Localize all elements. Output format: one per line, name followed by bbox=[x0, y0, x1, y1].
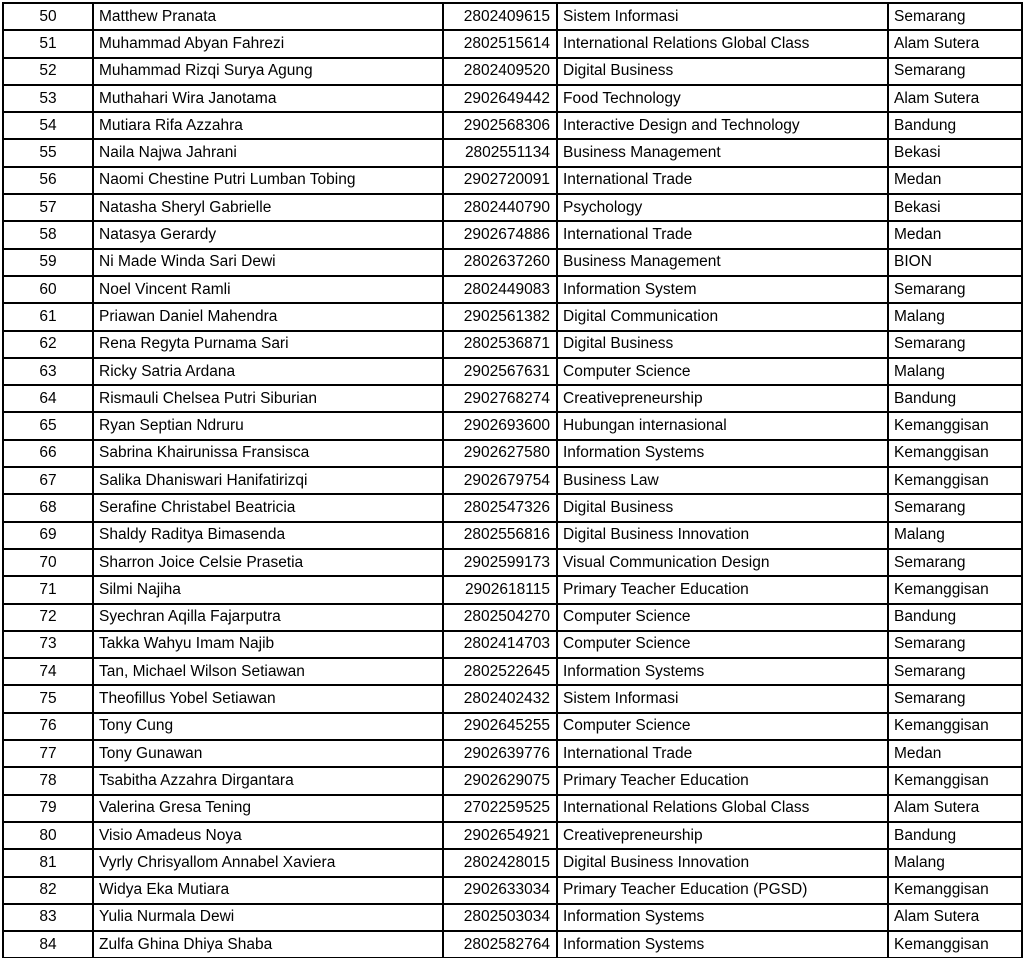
name-cell: Visio Amadeus Noya bbox=[93, 822, 443, 849]
major-cell: Information Systems bbox=[557, 440, 888, 467]
table-row bbox=[3, 194, 1022, 221]
major-cell: Sistem Informasi bbox=[557, 685, 888, 712]
major-cell: Creativepreneurship bbox=[557, 822, 888, 849]
row-number-cell: 64 bbox=[3, 385, 93, 412]
row-number-cell: 55 bbox=[3, 139, 93, 166]
student-id-cell: 2802440790 bbox=[443, 194, 557, 221]
row-number-cell: 68 bbox=[3, 494, 93, 521]
campus-cell: Alam Sutera bbox=[888, 30, 1022, 57]
student-table bbox=[2, 2, 1023, 958]
student-id-cell: 2802503034 bbox=[443, 904, 557, 931]
table-row bbox=[3, 822, 1022, 849]
name-cell: Mutiara Rifa Azzahra bbox=[93, 112, 443, 139]
student-id-cell: 2902679754 bbox=[443, 467, 557, 494]
name-cell: Naila Najwa Jahrani bbox=[93, 139, 443, 166]
row-number-cell: 72 bbox=[3, 604, 93, 631]
name-cell: Natasya Gerardy bbox=[93, 221, 443, 248]
table-row bbox=[3, 631, 1022, 658]
major-cell: Computer Science bbox=[557, 358, 888, 385]
table-row bbox=[3, 685, 1022, 712]
major-cell: Interactive Design and Technology bbox=[557, 112, 888, 139]
student-id-cell: 2902629075 bbox=[443, 767, 557, 794]
row-number-cell: 51 bbox=[3, 30, 93, 57]
campus-cell: Kemanggisan bbox=[888, 713, 1022, 740]
campus-cell: Semarang bbox=[888, 276, 1022, 303]
row-number-cell: 74 bbox=[3, 658, 93, 685]
name-cell: Theofillus Yobel Setiawan bbox=[93, 685, 443, 712]
name-cell: Tan, Michael Wilson Setiawan bbox=[93, 658, 443, 685]
row-number-cell: 76 bbox=[3, 713, 93, 740]
name-cell: Matthew Pranata bbox=[93, 3, 443, 30]
campus-cell: Malang bbox=[888, 303, 1022, 330]
campus-cell: Kemanggisan bbox=[888, 767, 1022, 794]
name-cell: Ricky Satria Ardana bbox=[93, 358, 443, 385]
major-cell: Food Technology bbox=[557, 85, 888, 112]
name-cell: Vyrly Chrisyallom Annabel Xaviera bbox=[93, 849, 443, 876]
name-cell: Tony Cung bbox=[93, 713, 443, 740]
major-cell: Creativepreneurship bbox=[557, 385, 888, 412]
student-id-cell: 2802515614 bbox=[443, 30, 557, 57]
row-number-cell: 71 bbox=[3, 576, 93, 603]
student-id-cell: 2902693600 bbox=[443, 412, 557, 439]
row-number-cell: 66 bbox=[3, 440, 93, 467]
campus-cell: Semarang bbox=[888, 631, 1022, 658]
name-cell: Tony Gunawan bbox=[93, 740, 443, 767]
row-number-cell: 56 bbox=[3, 167, 93, 194]
table-row bbox=[3, 331, 1022, 358]
name-cell: Rismauli Chelsea Putri Siburian bbox=[93, 385, 443, 412]
student-id-cell: 2802449083 bbox=[443, 276, 557, 303]
table-row bbox=[3, 167, 1022, 194]
major-cell: International Relations Global Class bbox=[557, 30, 888, 57]
table-row bbox=[3, 276, 1022, 303]
name-cell: Takka Wahyu Imam Najib bbox=[93, 631, 443, 658]
name-cell: Zulfa Ghina Dhiya Shaba bbox=[93, 931, 443, 958]
campus-cell: Bandung bbox=[888, 112, 1022, 139]
major-cell: Computer Science bbox=[557, 604, 888, 631]
name-cell: Muhammad Abyan Fahrezi bbox=[93, 30, 443, 57]
row-number-cell: 75 bbox=[3, 685, 93, 712]
major-cell: Primary Teacher Education (PGSD) bbox=[557, 877, 888, 904]
campus-cell: Semarang bbox=[888, 549, 1022, 576]
campus-cell: Kemanggisan bbox=[888, 467, 1022, 494]
student-id-cell: 2902768274 bbox=[443, 385, 557, 412]
name-cell: Ryan Septian Ndruru bbox=[93, 412, 443, 439]
table-row bbox=[3, 904, 1022, 931]
campus-cell: Alam Sutera bbox=[888, 795, 1022, 822]
name-cell: Noel Vincent Ramli bbox=[93, 276, 443, 303]
major-cell: International Trade bbox=[557, 740, 888, 767]
major-cell: Business Management bbox=[557, 139, 888, 166]
row-number-cell: 53 bbox=[3, 85, 93, 112]
row-number-cell: 67 bbox=[3, 467, 93, 494]
table-row bbox=[3, 358, 1022, 385]
campus-cell: Semarang bbox=[888, 685, 1022, 712]
major-cell: Business Law bbox=[557, 467, 888, 494]
major-cell: Digital Business bbox=[557, 494, 888, 521]
student-id-cell: 2902645255 bbox=[443, 713, 557, 740]
major-cell: International Relations Global Class bbox=[557, 795, 888, 822]
campus-cell: Kemanggisan bbox=[888, 931, 1022, 958]
table-row bbox=[3, 440, 1022, 467]
name-cell: Serafine Christabel Beatricia bbox=[93, 494, 443, 521]
campus-cell: Malang bbox=[888, 358, 1022, 385]
campus-cell: Alam Sutera bbox=[888, 85, 1022, 112]
row-number-cell: 73 bbox=[3, 631, 93, 658]
student-id-cell: 2802556816 bbox=[443, 522, 557, 549]
student-id-cell: 2902649442 bbox=[443, 85, 557, 112]
name-cell: Natasha Sheryl Gabrielle bbox=[93, 194, 443, 221]
row-number-cell: 60 bbox=[3, 276, 93, 303]
row-number-cell: 65 bbox=[3, 412, 93, 439]
table-row bbox=[3, 767, 1022, 794]
name-cell: Widya Eka Mutiara bbox=[93, 877, 443, 904]
row-number-cell: 84 bbox=[3, 931, 93, 958]
table-row bbox=[3, 30, 1022, 57]
name-cell: Yulia Nurmala Dewi bbox=[93, 904, 443, 931]
name-cell: Sabrina Khairunissa Fransisca bbox=[93, 440, 443, 467]
student-table-body bbox=[3, 3, 1022, 958]
major-cell: Primary Teacher Education bbox=[557, 767, 888, 794]
row-number-cell: 80 bbox=[3, 822, 93, 849]
table-row bbox=[3, 85, 1022, 112]
student-id-cell: 2802536871 bbox=[443, 331, 557, 358]
student-id-cell: 2902639776 bbox=[443, 740, 557, 767]
student-id-cell: 2902720091 bbox=[443, 167, 557, 194]
major-cell: Digital Communication bbox=[557, 303, 888, 330]
table-row bbox=[3, 385, 1022, 412]
campus-cell: Malang bbox=[888, 522, 1022, 549]
table-row bbox=[3, 494, 1022, 521]
major-cell: Computer Science bbox=[557, 631, 888, 658]
campus-cell: Kemanggisan bbox=[888, 412, 1022, 439]
table-row bbox=[3, 467, 1022, 494]
campus-cell: Bandung bbox=[888, 385, 1022, 412]
table-row bbox=[3, 713, 1022, 740]
campus-cell: Bandung bbox=[888, 604, 1022, 631]
student-id-cell: 2902654921 bbox=[443, 822, 557, 849]
name-cell: Naomi Chestine Putri Lumban Tobing bbox=[93, 167, 443, 194]
campus-cell: Semarang bbox=[888, 58, 1022, 85]
table-row bbox=[3, 522, 1022, 549]
student-id-cell: 2902627580 bbox=[443, 440, 557, 467]
name-cell: Salika Dhaniswari Hanifatirizqi bbox=[93, 467, 443, 494]
row-number-cell: 69 bbox=[3, 522, 93, 549]
table-row bbox=[3, 795, 1022, 822]
student-id-cell: 2802637260 bbox=[443, 249, 557, 276]
name-cell: Muhammad Rizqi Surya Agung bbox=[93, 58, 443, 85]
campus-cell: BION bbox=[888, 249, 1022, 276]
major-cell: Hubungan internasional bbox=[557, 412, 888, 439]
row-number-cell: 61 bbox=[3, 303, 93, 330]
major-cell: Psychology bbox=[557, 194, 888, 221]
table-row bbox=[3, 877, 1022, 904]
campus-cell: Semarang bbox=[888, 494, 1022, 521]
row-number-cell: 50 bbox=[3, 3, 93, 30]
name-cell: Sharron Joice Celsie Prasetia bbox=[93, 549, 443, 576]
major-cell: Visual Communication Design bbox=[557, 549, 888, 576]
table-row bbox=[3, 604, 1022, 631]
campus-cell: Medan bbox=[888, 221, 1022, 248]
table-row bbox=[3, 576, 1022, 603]
student-id-cell: 2802504270 bbox=[443, 604, 557, 631]
student-id-cell: 2802551134 bbox=[443, 139, 557, 166]
campus-cell: Semarang bbox=[888, 658, 1022, 685]
row-number-cell: 57 bbox=[3, 194, 93, 221]
student-id-cell: 2902599173 bbox=[443, 549, 557, 576]
major-cell: Digital Business bbox=[557, 58, 888, 85]
major-cell: Computer Science bbox=[557, 713, 888, 740]
major-cell: Digital Business Innovation bbox=[557, 522, 888, 549]
table-row bbox=[3, 549, 1022, 576]
row-number-cell: 62 bbox=[3, 331, 93, 358]
row-number-cell: 63 bbox=[3, 358, 93, 385]
campus-cell: Alam Sutera bbox=[888, 904, 1022, 931]
student-id-cell: 2902561382 bbox=[443, 303, 557, 330]
table-row bbox=[3, 740, 1022, 767]
row-number-cell: 70 bbox=[3, 549, 93, 576]
student-id-cell: 2902633034 bbox=[443, 877, 557, 904]
row-number-cell: 78 bbox=[3, 767, 93, 794]
major-cell: Primary Teacher Education bbox=[557, 576, 888, 603]
student-id-cell: 2802409615 bbox=[443, 3, 557, 30]
name-cell: Valerina Gresa Tening bbox=[93, 795, 443, 822]
student-id-cell: 2902674886 bbox=[443, 221, 557, 248]
student-id-cell: 2802428015 bbox=[443, 849, 557, 876]
table-row bbox=[3, 303, 1022, 330]
name-cell: Shaldy Raditya Bimasenda bbox=[93, 522, 443, 549]
major-cell: Digital Business bbox=[557, 331, 888, 358]
student-id-cell: 2902618115 bbox=[443, 576, 557, 603]
campus-cell: Malang bbox=[888, 849, 1022, 876]
student-id-cell: 2802409520 bbox=[443, 58, 557, 85]
campus-cell: Kemanggisan bbox=[888, 877, 1022, 904]
table-row bbox=[3, 112, 1022, 139]
table-row bbox=[3, 249, 1022, 276]
row-number-cell: 77 bbox=[3, 740, 93, 767]
major-cell: Information System bbox=[557, 276, 888, 303]
name-cell: Muthahari Wira Janotama bbox=[93, 85, 443, 112]
campus-cell: Medan bbox=[888, 167, 1022, 194]
major-cell: Information Systems bbox=[557, 658, 888, 685]
campus-cell: Semarang bbox=[888, 331, 1022, 358]
major-cell: Sistem Informasi bbox=[557, 3, 888, 30]
name-cell: Tsabitha Azzahra Dirgantara bbox=[93, 767, 443, 794]
table-row bbox=[3, 221, 1022, 248]
major-cell: International Trade bbox=[557, 167, 888, 194]
student-id-cell: 2802547326 bbox=[443, 494, 557, 521]
student-id-cell: 2802582764 bbox=[443, 931, 557, 958]
campus-cell: Kemanggisan bbox=[888, 576, 1022, 603]
row-number-cell: 79 bbox=[3, 795, 93, 822]
major-cell: Business Management bbox=[557, 249, 888, 276]
name-cell: Silmi Najiha bbox=[93, 576, 443, 603]
table-row bbox=[3, 658, 1022, 685]
student-id-cell: 2902567631 bbox=[443, 358, 557, 385]
table-row bbox=[3, 3, 1022, 30]
campus-cell: Semarang bbox=[888, 3, 1022, 30]
student-id-cell: 2902568306 bbox=[443, 112, 557, 139]
major-cell: Information Systems bbox=[557, 931, 888, 958]
row-number-cell: 59 bbox=[3, 249, 93, 276]
row-number-cell: 52 bbox=[3, 58, 93, 85]
campus-cell: Medan bbox=[888, 740, 1022, 767]
student-id-cell: 2802522645 bbox=[443, 658, 557, 685]
student-id-cell: 2702259525 bbox=[443, 795, 557, 822]
name-cell: Ni Made Winda Sari Dewi bbox=[93, 249, 443, 276]
row-number-cell: 82 bbox=[3, 877, 93, 904]
name-cell: Syechran Aqilla Fajarputra bbox=[93, 604, 443, 631]
row-number-cell: 81 bbox=[3, 849, 93, 876]
row-number-cell: 54 bbox=[3, 112, 93, 139]
student-id-cell: 2802402432 bbox=[443, 685, 557, 712]
major-cell: International Trade bbox=[557, 221, 888, 248]
table-row bbox=[3, 58, 1022, 85]
major-cell: Information Systems bbox=[557, 904, 888, 931]
campus-cell: Bekasi bbox=[888, 194, 1022, 221]
name-cell: Priawan Daniel Mahendra bbox=[93, 303, 443, 330]
row-number-cell: 58 bbox=[3, 221, 93, 248]
table-row bbox=[3, 139, 1022, 166]
name-cell: Rena Regyta Purnama Sari bbox=[93, 331, 443, 358]
table-row bbox=[3, 849, 1022, 876]
table-row bbox=[3, 931, 1022, 958]
table-row bbox=[3, 412, 1022, 439]
student-id-cell: 2802414703 bbox=[443, 631, 557, 658]
campus-cell: Bandung bbox=[888, 822, 1022, 849]
campus-cell: Bekasi bbox=[888, 139, 1022, 166]
major-cell: Digital Business Innovation bbox=[557, 849, 888, 876]
campus-cell: Kemanggisan bbox=[888, 440, 1022, 467]
row-number-cell: 83 bbox=[3, 904, 93, 931]
